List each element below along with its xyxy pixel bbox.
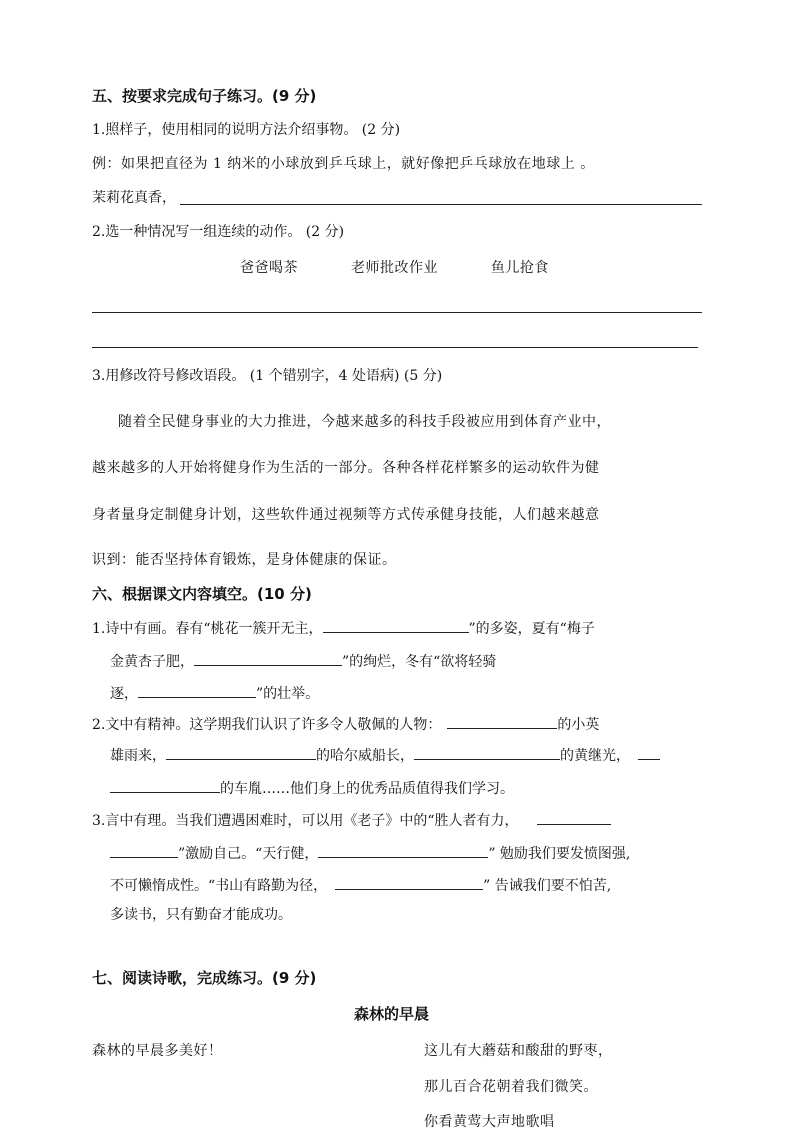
q6-2-text-e: 的黄继光， [560,748,630,764]
q6-3-text-c: ” 勉励我们要发愤图强, [488,846,631,862]
q5-3-para-line4: 识到：能否坚持体育锻炼，是身体健康的保证。 [92,552,397,568]
q5-1-label: 1.照样子，使用相同的说明方法介绍事物。 (2 分) [92,122,401,138]
q5-3-para-line2: 越来越多的人开始将健身作为生活的一部分。各种各样花样繁多的运动软件为健 [92,460,600,476]
q6-1-text-e: 逐， [110,686,138,702]
blank-q6-1-3[interactable] [138,682,256,698]
blank-q6-2-3[interactable] [414,744,560,760]
blank-q6-1-2[interactable] [194,650,342,666]
q6-1-text-c: 金黄杏子肥， [110,654,194,670]
q6-2-text-d: 的哈尔威船长， [316,748,414,764]
q5-2-label: 2.选一种情况写一组连续的动作。 (2 分) [92,224,345,240]
q6-3-text-d: 不可懒惰成性。“书山有路勤为径， [110,878,328,894]
blank-q6-2-1[interactable] [447,713,557,729]
poem-right-line1: 这儿有大蘑菇和酸甜的野枣， [424,1043,613,1059]
answer-line-q5-2a[interactable] [92,312,702,313]
q6-1-text-b: ”的多姿，夏有“梅子 [468,621,595,637]
q6-2-text-f: 的车胤……他们身上的优秀品质值得我们学习。 [220,781,514,797]
q6-3-line2 [110,842,630,864]
q6-3-line1 [92,809,611,831]
poem-title: 森林的早晨 [354,1005,430,1023]
option-fish-feeding: 鱼儿抢食 [490,260,549,276]
q5-3-label: 3.用修改符号修改语段。 (1 个错别字，4 处语病) (5 分) [92,368,443,384]
q6-1-line3 [110,682,319,704]
blank-q6-1-1[interactable] [323,617,469,633]
poem-left-line1: 森林的早晨多美好！ [92,1043,223,1059]
q6-3-line4: 多读书，只有勤奋才能成功。 [110,907,292,923]
q5-3-para-line3: 身者量身定制健身计划，这些软件通过视频等方式传承健身技能，人们越来越意 [92,507,600,523]
section7-title: 七、阅读诗歌，完成练习。(9 分) [92,969,317,987]
blank-q6-3-3[interactable] [335,874,483,890]
q5-2-options [240,258,597,278]
q6-2-text-b: 的小英 [557,717,600,733]
blank-q6-2-4a[interactable] [638,744,660,760]
q6-3-text-a: 3.言中有理。当我们遭遇困难时，可以用《老子》中的“胜人者有力， [92,813,519,829]
blank-q6-3-1a[interactable] [537,809,611,825]
answer-line-q5-2b[interactable] [92,347,698,348]
q6-2-text-a: 2.文中有精神。这学期我们认识了许多令人敬佩的人物： [92,717,442,733]
option-teacher-grading: 老师批改作业 [350,260,438,276]
poem-right-line2: 那儿百合花朝着我们微笑。 [424,1079,598,1095]
q5-1-example: 例：如果把直径为 1 纳米的小球放到乒乓球上，就好像把乒乓球放在地球上 。 [92,156,595,172]
answer-line-q5-1[interactable] [180,204,702,205]
q5-1-prompt: 茉莉花真香， [92,190,176,206]
poem-right-line3: 你看黄莺大声地歌唱 [424,1114,555,1130]
q6-1-text-f: ”的壮举。 [256,686,320,702]
blank-q6-2-4b[interactable] [110,777,220,793]
option-dad-tea: 爸爸喝茶 [240,260,298,276]
blank-q6-3-2[interactable] [318,842,488,858]
q6-1-line1 [92,617,595,639]
q6-2-line1 [92,713,599,735]
q6-2-text-c: 雄雨来， [110,748,166,764]
q6-1-text-a: 1.诗中有画。春有“桃花一簇开无主， [92,621,323,637]
blank-q6-3-1b[interactable] [110,842,178,858]
q5-3-para-line1: 随着全民健身事业的大力推进，今越来越多的科技手段被应用到体育产业中， [118,414,611,430]
q6-2-line2 [110,744,660,766]
q6-3-line3 [110,874,611,896]
q6-3-text-b: ”激励自己。“天行健， [178,846,319,862]
q6-1-line2 [110,650,496,672]
section5-title: 五、按要求完成句子练习。(9 分) [92,87,317,105]
q6-1-text-d: ”的绚烂，冬有“欲将轻骑 [342,654,497,670]
q6-3-text-e: ” 告诫我们要不怕苦, [483,878,612,894]
section6-title: 六、根据课文内容填空。(10 分) [92,585,312,603]
q6-2-line3 [110,777,514,799]
blank-q6-2-2[interactable] [166,744,316,760]
